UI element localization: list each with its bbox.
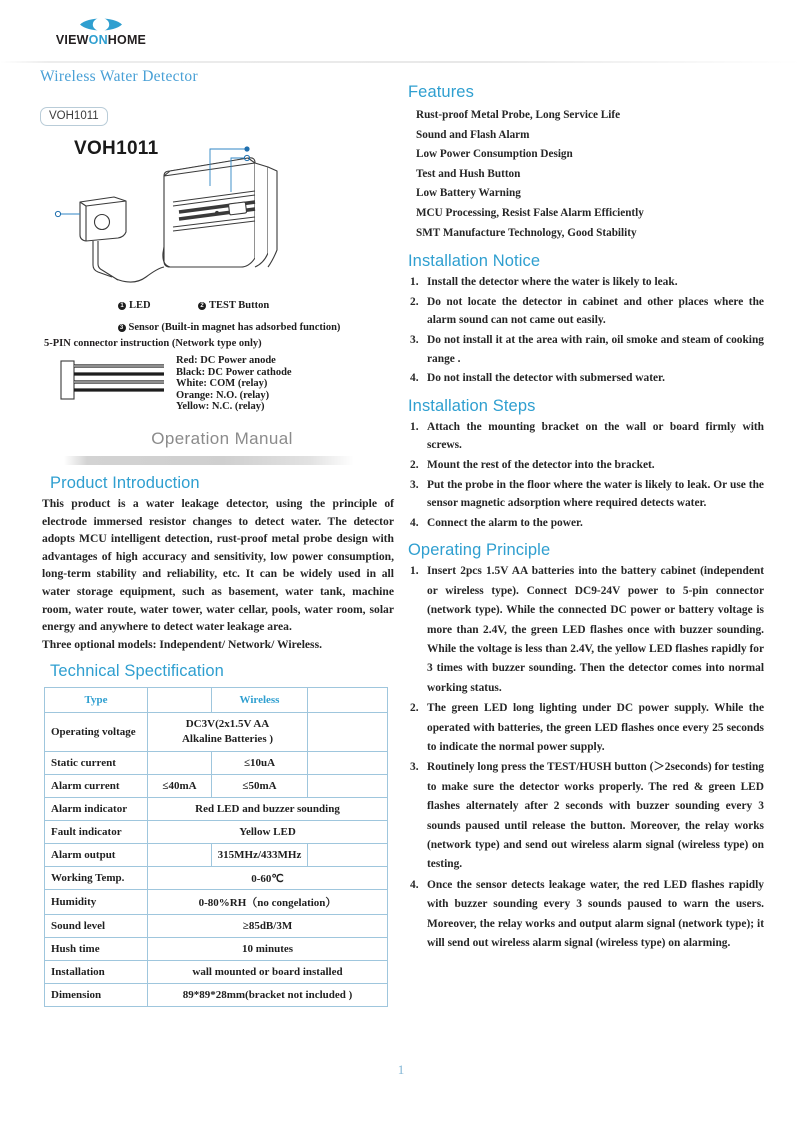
callout-marker-2: 2 <box>198 302 206 310</box>
step-item-number: 4. <box>410 516 419 529</box>
notice-item-text: Do not locate the detector in cabinet and other places where the alarm sound can not came out easily. <box>427 295 764 327</box>
principle-item-text: The green LED long lighting under DC power supply. While the operated with batteries, the green LED flashes once every 25 seconds to indicate the normal power supply. <box>427 702 764 753</box>
row-label-alarm-indicator: Alarm indicator <box>45 798 148 821</box>
row-value-alarm-current-b: ≤50mA <box>212 775 308 798</box>
row-spacer-alarm-output-a <box>148 844 212 867</box>
section-heading-technical-spectification: Technical Spectification <box>50 662 224 681</box>
connector-caption: 5-PIN connector instruction (Network type only) <box>44 338 262 349</box>
table-row <box>45 915 388 938</box>
section-heading-installation-notice: Installation Notice <box>408 252 541 271</box>
table-row <box>45 984 388 1007</box>
callout-marker-3: 3 <box>118 324 126 332</box>
table-header-type: Type <box>45 688 148 713</box>
table-row <box>45 688 388 713</box>
logo-wordmark <box>40 34 162 47</box>
wire-legend <box>176 355 292 413</box>
feature-item: Rust-proof Metal Probe, Long Service Life <box>416 109 621 121</box>
table-row <box>45 867 388 890</box>
row-label-humidity: Humidity <box>45 890 148 915</box>
wire-legend-item: Black: DC Power cathode <box>176 366 292 378</box>
principle-item <box>408 562 764 698</box>
row-label-sound-level: Sound level <box>45 915 148 938</box>
row-value-operating-voltage: DC3V(2x1.5V AA Alkaline Batteries ) <box>148 713 308 752</box>
principle-item-text: Once the sensor detects leakage water, the red LED flashes rapidly with buzzer sounding every 3 sounds paused to warn the users. Moreover, the relay works and output alarm signal (network type); it will send out wireless alarm signal (wireless type) on alarming. <box>427 878 764 949</box>
table-row <box>45 821 388 844</box>
row-value-humidity: 0-80%RH（no congelation） <box>148 890 388 915</box>
row-spacer-alarm-output-b <box>308 844 388 867</box>
row-value-working-temp: 0-60℃ <box>148 867 388 890</box>
notice-item <box>408 273 764 292</box>
feature-item: Test and Hush Button <box>416 167 521 180</box>
row-label-installation: Installation <box>45 961 148 984</box>
logo-text-view: VIEW <box>55 33 89 47</box>
table-row <box>45 775 388 798</box>
features-list <box>408 106 764 243</box>
section-heading-features: Features <box>408 83 474 101</box>
notice-item-text: Do not install the detector with submersed water. <box>427 372 665 385</box>
feature-item: Low Battery Warning <box>416 187 521 200</box>
wire-legend-item: Yellow: N.C. (relay) <box>176 401 265 413</box>
principle-item-text: Insert 2pcs 1.5V AA batteries into the battery cabinet (independent or wireless type). Connect DC9-24V power to 5-pin connector (network type). While the connected DC power or battery voltage is more than 2.4V, the green LED flashes once with buzzer sounding. While the voltage is less than 2.4V, the yellow LED flashes rapidly for 3 times with buzzer sounding. Then the detector comes into normal working status. <box>427 565 764 694</box>
manual-title: Operation Manual <box>151 429 293 448</box>
callout-led-text: LED <box>129 300 151 311</box>
principle-item <box>408 758 764 874</box>
row-value-alarm-current-a: ≤40mA <box>148 775 212 798</box>
header-divider <box>0 61 802 63</box>
table-row <box>45 752 388 775</box>
logo <box>40 16 162 47</box>
left-column <box>36 68 398 1007</box>
wire-legend-item: Red: DC Power anode <box>176 355 276 366</box>
manual-title-underline <box>64 456 354 465</box>
installation-notice-list <box>408 273 764 388</box>
operating-principle-list <box>408 562 764 953</box>
row-label-alarm-current: Alarm current <box>45 775 148 798</box>
wire-legend-item: Orange: N.O. (relay) <box>176 389 270 401</box>
table-row <box>45 961 388 984</box>
table-row <box>45 938 388 961</box>
diagram-callout-row-2 <box>36 317 398 335</box>
principle-item-text: Routinely long press the TEST/HUSH button (＞2seconds) for testing to make sure the detector works properly. The red & green LED flashes alternately after 2 seconds with buzzer sounding every 3 sounds paused until release the button. Moreover, the relay works (network type) and send out wireless alarm signal (wireless type) on testing. <box>427 761 764 871</box>
feature-item: Sound and Flash Alarm <box>416 128 530 141</box>
notice-item-number: 3. <box>410 333 419 346</box>
callout-sensor <box>118 322 341 333</box>
row-spacer-static-current-a <box>148 752 212 775</box>
notice-item-number: 1. <box>410 276 419 289</box>
row-label-dimension: Dimension <box>45 984 148 1007</box>
row-label-operating-voltage: Operating voltage <box>45 713 148 752</box>
section-heading-product-introduction: Product Introduction <box>50 474 200 492</box>
step-item-number: 3. <box>410 478 419 491</box>
detector-illustration <box>36 140 398 298</box>
row-value-static-current: ≤10uA <box>212 752 308 775</box>
row-spacer-operating-voltage <box>308 713 388 752</box>
row-value-installation: wall mounted or board installed <box>148 961 388 984</box>
notice-item <box>408 293 764 330</box>
step-item <box>408 514 764 533</box>
step-item <box>408 456 764 475</box>
row-value-sound-level: ≥85dB/3M <box>148 915 388 938</box>
row-label-alarm-output: Alarm output <box>45 844 148 867</box>
principle-item <box>408 876 764 954</box>
principle-item-number: 2. <box>410 702 419 715</box>
row-label-working-temp: Working Temp. <box>45 867 148 890</box>
step-item-text: Attach the mounting bracket on the wall or board firmly with screws. <box>427 420 764 452</box>
installation-steps-list <box>408 418 764 533</box>
section-heading-operating-principle: Operating Principle <box>408 541 551 560</box>
logo-text-on: ON <box>88 33 108 47</box>
row-spacer-alarm-current <box>308 775 388 798</box>
feature-item: MCU Processing, Resist False Alarm Efficiently <box>416 206 644 219</box>
step-item-number: 2. <box>410 458 419 471</box>
step-item-text: Put the probe in the floor where the water is likely to leak. Or use the sensor magnetic adsorption where required detects water. <box>427 478 764 510</box>
table-header-wireless: Wireless <box>212 688 308 713</box>
principle-item <box>408 699 764 757</box>
principle-item-number: 4. <box>410 878 419 891</box>
callout-test-text: TEST Button <box>209 300 270 311</box>
notice-item-number: 4. <box>410 372 419 385</box>
table-row <box>45 798 388 821</box>
feature-item: SMT Manufacture Technology, Good Stability <box>416 226 637 239</box>
notice-item-number: 2. <box>410 295 419 308</box>
eye-icon <box>79 16 123 33</box>
table-row <box>45 890 388 915</box>
wire-legend-item: White: COM (relay) <box>176 378 268 390</box>
model-label: VOH1011 <box>74 138 159 159</box>
principle-item-number: 3. <box>410 761 419 774</box>
notice-item-text: Install the detector where the water is likely to leak. <box>427 276 678 289</box>
table-row <box>45 713 388 752</box>
row-label-static-current: Static current <box>45 752 148 775</box>
device-diagram <box>36 140 398 298</box>
row-label-fault-indicator: Fault indicator <box>45 821 148 844</box>
row-value-hush-time: 10 minutes <box>148 938 388 961</box>
row-spacer-static-current-b <box>308 752 388 775</box>
connector-diagram <box>36 355 398 413</box>
page-title: Wireless Water Detector <box>40 68 198 85</box>
row-value-alarm-output: 315MHz/433MHz <box>212 844 308 867</box>
callout-led <box>118 300 151 311</box>
table-row <box>45 844 388 867</box>
step-item <box>408 476 764 513</box>
step-item <box>408 418 764 455</box>
notice-item <box>408 331 764 368</box>
product-introduction-body: This product is a water leakage detector, using the principle of electrode immersed resistor changes to detect water. The detector adopts MCU intelligent detection, rust-proof metal probe design with advantages of high accuracy and sensitivity, low power consumption, long-term stability and reliability, etc. It can be widely used in all water storage equipment, such as basement, water tank, machine room, water route, water tower, water cellar, pools, water room, solar energy and anywhere to detect water leakage area. <box>42 497 394 634</box>
row-value-fault-indicator: Yellow LED <box>148 821 388 844</box>
step-item-text: Connect the alarm to the power. <box>427 516 583 529</box>
product-introduction-models: Three optional models: Independent/ Network/ Wireless. <box>42 637 322 651</box>
page-number: 1 <box>397 1062 405 1077</box>
row-value-dimension: 89*89*28mm(bracket not included ) <box>148 984 388 1007</box>
table-header-blank-1 <box>148 688 212 713</box>
step-item-text: Mount the rest of the detector into the bracket. <box>427 458 655 471</box>
model-badge: VOH1011 <box>40 107 108 126</box>
callout-test-button <box>198 300 269 311</box>
table-header-blank-2 <box>308 688 388 713</box>
principle-item-number: 1. <box>410 565 419 578</box>
right-column <box>408 74 764 953</box>
callout-marker-1: 1 <box>118 302 126 310</box>
row-label-hush-time: Hush time <box>45 938 148 961</box>
technical-specification-table <box>44 687 388 1007</box>
feature-item: Low Power Consumption Design <box>416 148 573 161</box>
diagram-callout-row-1 <box>36 300 398 315</box>
section-heading-installation-steps: Installation Steps <box>408 396 536 415</box>
row-value-alarm-indicator: Red LED and buzzer sounding <box>148 798 388 821</box>
notice-item <box>408 369 764 388</box>
brand-header <box>0 0 802 62</box>
callout-sensor-text: Sensor (Built-in magnet has adsorbed function) <box>128 322 341 333</box>
connector-illustration <box>60 357 170 405</box>
logo-text-home: HOME <box>107 33 147 47</box>
step-item-number: 1. <box>410 420 419 433</box>
notice-item-text: Do not install it at the area with rain, oil smoke and steam of cooking range . <box>427 333 764 365</box>
